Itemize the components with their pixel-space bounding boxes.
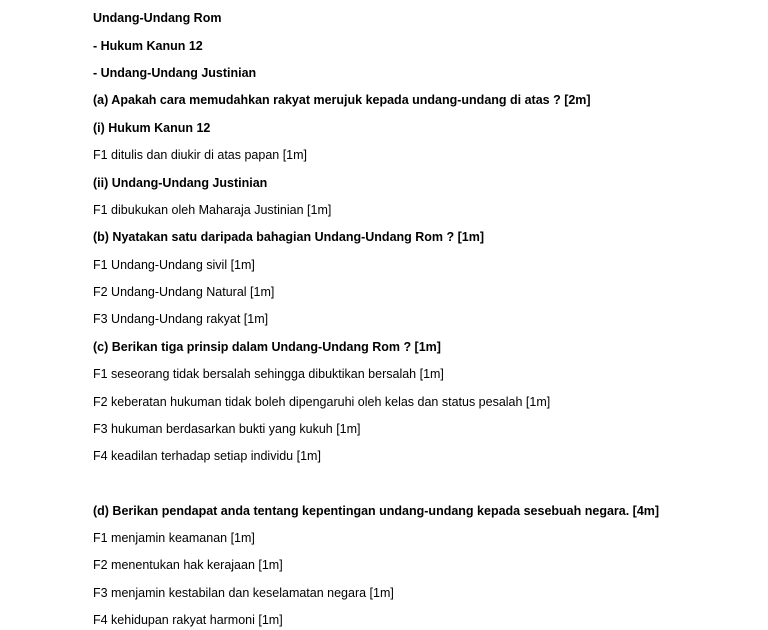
answer-line: F4 kehidupan rakyat harmoni [1m]: [93, 613, 283, 627]
question-a: (a) Apakah cara memudahkan rakyat merujuk kepada undang-undang di atas ? [2m]: [93, 93, 591, 107]
answer-line: F2 Undang-Undang Natural [1m]: [93, 285, 275, 299]
answer-line: F1 seseorang tidak bersalah sehingga dibuktikan bersalah [1m]: [93, 367, 444, 381]
answer-line: F3 menjamin kestabilan dan keselamatan negara [1m]: [93, 586, 394, 600]
answer-line: F3 hukuman berdasarkan bukti yang kukuh [1m]: [93, 422, 361, 436]
answer-line: F1 Undang-Undang sivil [1m]: [93, 258, 255, 272]
answer-line: F2 menentukan hak kerajaan [1m]: [93, 558, 283, 572]
question-b: (b) Nyatakan satu daripada bahagian Undang-Undang Rom ? [1m]: [93, 230, 485, 244]
list-item: - Hukum Kanun 12: [93, 39, 203, 53]
doc-title: Undang-Undang Rom: [93, 11, 222, 25]
question-c: (c) Berikan tiga prinsip dalam Undang-Undang Rom ? [1m]: [93, 340, 441, 354]
answer-line: F1 menjamin keamanan [1m]: [93, 531, 255, 545]
answer-line: F3 Undang-Undang rakyat [1m]: [93, 312, 269, 326]
answer-line: F1 ditulis dan diukir di atas papan [1m]: [93, 148, 308, 162]
answer-line: F2 keberatan hukuman tidak boleh dipengaruhi oleh kelas dan status pesalah [1m]: [93, 395, 551, 409]
sub-question-i: (i) Hukum Kanun 12: [93, 121, 211, 135]
answer-line: F4 keadilan terhadap setiap individu [1m]: [93, 449, 321, 463]
answer-line: F1 dibukukan oleh Maharaja Justinian [1m]: [93, 203, 332, 217]
question-d: (d) Berikan pendapat anda tentang kepentingan undang-undang kepada sesebuah negara. [4m]: [93, 504, 660, 518]
list-item: - Undang-Undang Justinian: [93, 66, 257, 80]
sub-question-ii: (ii) Undang-Undang Justinian: [93, 176, 268, 190]
